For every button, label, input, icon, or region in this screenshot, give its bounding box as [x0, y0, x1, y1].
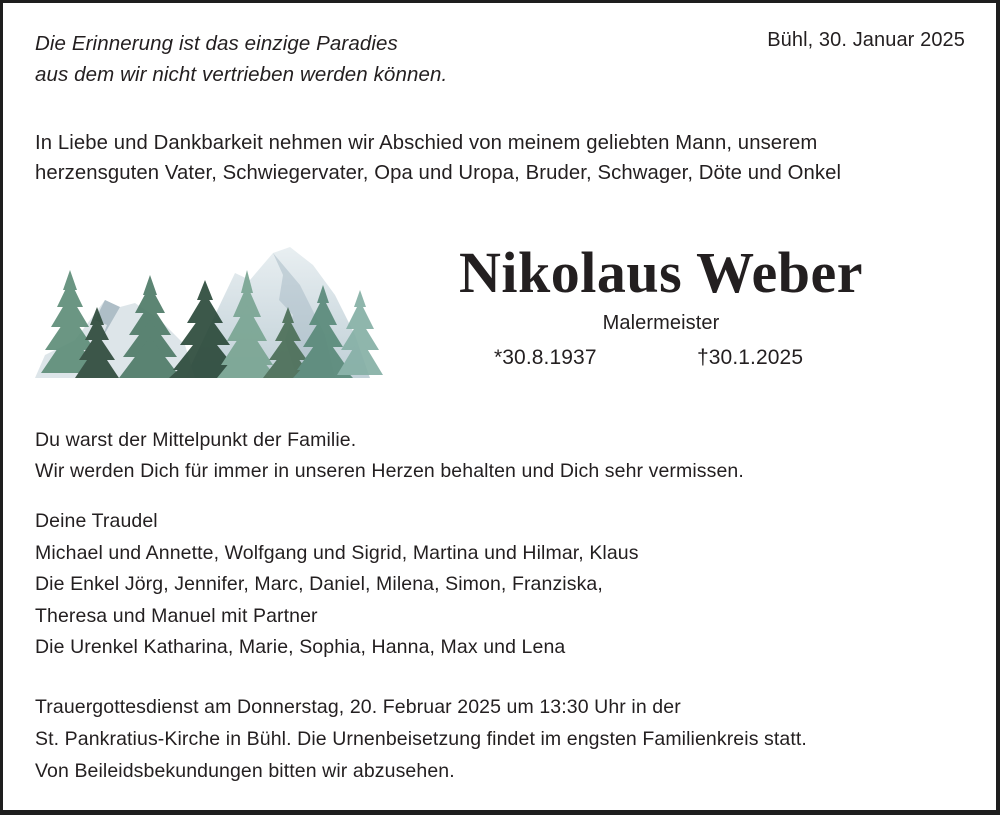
mountain-forest-illustration-icon: [35, 245, 385, 378]
motto-line-1: Die Erinnerung ist das einzige Paradies: [35, 32, 398, 55]
service-line-3: Von Beileidsbekundungen bitten wir abzusehen.: [35, 760, 455, 782]
tribute-line-1: Du warst der Mittelpunkt der Familie.: [35, 429, 357, 451]
death-date: †30.1.2025: [697, 346, 804, 369]
intro-line-1: In Liebe und Dankbarkeit nehmen wir Abschied von meinem geliebten Mann, unserem: [35, 132, 818, 154]
mourner-line: Die Enkel Jörg, Jennifer, Marc, Daniel, Milena, Simon, Franziska,: [35, 573, 603, 595]
mourner-line: Deine Traudel: [35, 510, 158, 532]
tribute-line-2: Wir werden Dich für immer in unseren Herzen behalten und Dich sehr vermissen.: [35, 460, 744, 482]
service-line-1: Trauergottesdienst am Donnerstag, 20. Februar 2025 um 13:30 Uhr in der: [35, 696, 681, 718]
mourner-line: Die Urenkel Katharina, Marie, Sophia, Hanna, Max und Lena: [35, 636, 566, 658]
mourner-line: Michael und Annette, Wolfgang und Sigrid, Martina und Hilmar, Klaus: [35, 542, 639, 564]
service-line-2: St. Pankratius-Kirche in Bühl. Die Urnenbeisetzung findet im engsten Familienkreis statt.: [35, 728, 807, 750]
motto-line-2: aus dem wir nicht vertrieben werden können.: [35, 63, 448, 86]
birth-date: *30.8.1937: [494, 346, 597, 369]
deceased-profession: Malermeister: [602, 312, 720, 334]
intro-line-2: herzensguten Vater, Schwiegervater, Opa und Uropa, Bruder, Schwager, Döte und Onkel: [35, 162, 842, 184]
deceased-name: Nikolaus Weber: [459, 240, 863, 305]
place-date: Bühl, 30. Januar 2025: [767, 29, 965, 51]
mourner-line: Theresa und Manuel mit Partner: [35, 605, 318, 627]
